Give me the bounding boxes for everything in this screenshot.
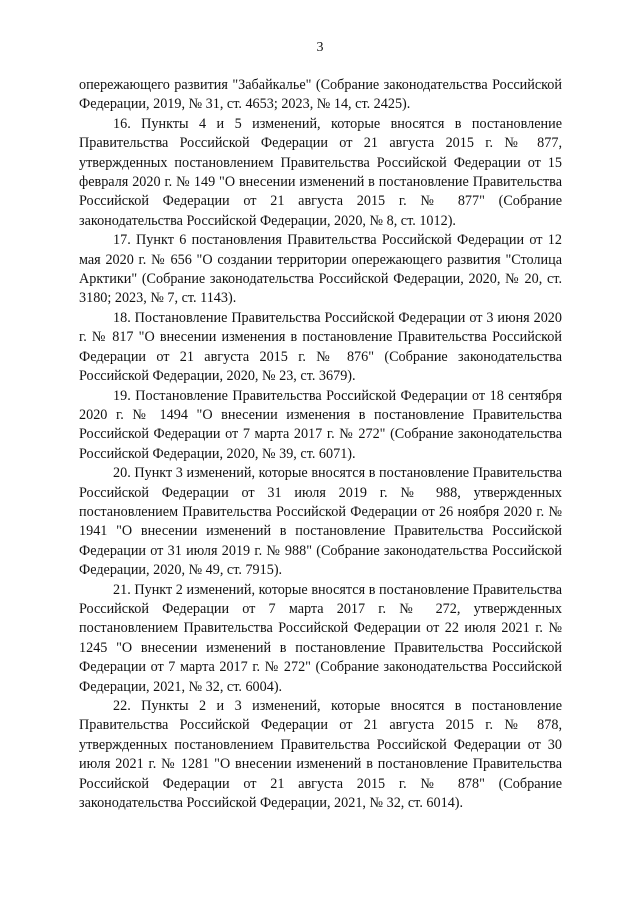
paragraph-continuation: опережающего развития "Забайкалье" (Собрание законодательства Российской Федерации, 2019, № 31, ст. 4653; 2023, № 14, ст. 2425). — [79, 77, 562, 113]
paragraph-item-17: 17. Пункт 6 постановления Правительства Российской Федерации от 12 мая 2020 г. № 656 "О создании территории опережающего развития "Столица Арктики" (Собрание законодательства Российской Федерации, 2020, № 20, ст. 3180; 2023, № 7, ст. 1143). — [79, 232, 562, 307]
page-number: 3 — [316, 40, 324, 55]
paragraph-item-18: 18. Постановление Правительства Российской Федерации от 3 июня 2020 г. № 817 "О внесении изменения в постановление Правительства Российской Федерации от 21 августа 2015 г. № 876" (Собрание законодательства Российской Федерации, 2020, № 23, ст. 3679). — [79, 309, 562, 385]
paragraph-item-19: 19. Постановление Правительства Российской Федерации от 18 сентября 2020 г. № 1494 "О внесении изменения в постановление Правительства Российской Федерации от 7 марта 2017 г. № 272" (Собрание законодательства Российской Федерации, 2020, № 39, ст. 6071). — [79, 387, 562, 462]
paragraph-item-21: 21. Пункт 2 изменений, которые вносятся в постановление Правительства Российской Федерации от 7 марта 2017 г. № 272, утвержденных постановлением Правительства Российской Федерации от 22 июля 2021 г. № 1245 "О внесении изменений в постановление Правительства Российской Федерации от 7 марта 2017 г. № 272" (Собрание законодательства Российской Федерации, 2021, № 32, ст. 6004). — [79, 581, 562, 695]
paragraph-item-20: 20. Пункт 3 изменений, которые вносятся в постановление Правительства Российской Федерации от 31 июля 2019 г. № 988, утвержденных постановлением Правительства Российской Федерации от 26 ноября 2020 г. № 1941 "О внесении изменений в постановление Правительства Российской Федерации от 31 июля 2019 г. № 988" (Собрание законодательства Российской Федерации, 2020, № 49, ст. 7915). — [79, 465, 562, 579]
paragraph-item-22: 22. Пункты 2 и 3 изменений, которые вносятся в постановление Правительства Российской Федерации от 21 августа 2015 г. № 878, утвержденных постановлением Правительства Российской Федерации от 30 июля 2021 г. № 1281 "О внесении изменений в постановление Правительства Российской Федерации от 21 августа 2015 г. № 878" (Собрание законодательства Российской Федерации, 2021, № 32, ст. 6014). — [79, 698, 562, 812]
document-body — [79, 76, 562, 813]
paragraph-item-16: 16. Пункты 4 и 5 изменений, которые вносятся в постановление Правительства Российской Федерации от 21 августа 2015 г. № 877, утвержденных постановлением Правительства Российской Федерации от 15 февраля 2020 г. № 149 "О внесении изменений в постановление Правительства Российской Федерации от 21 августа 2015 г. № 877" (Собрание законодательства Российской Федерации, 2020, № 8, ст. 1012). — [79, 115, 562, 229]
